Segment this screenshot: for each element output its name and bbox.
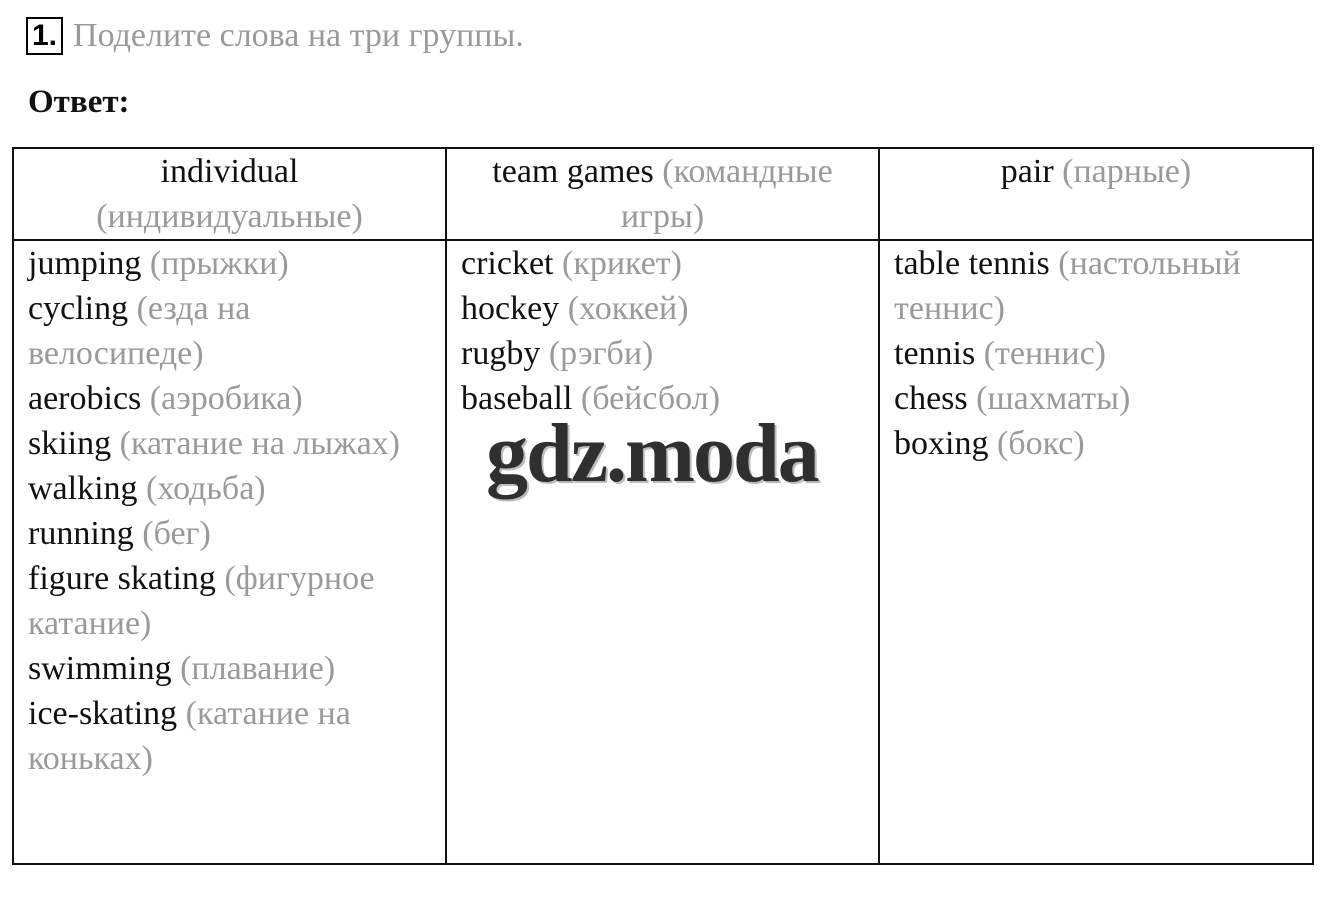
word-ru: (крикет) [562,245,682,282]
word-en: tennis [894,335,976,372]
list-item [28,691,431,781]
list-item [28,646,431,691]
word-en: swimming [28,650,172,687]
word-en: cycling [28,290,129,327]
column-pair [879,240,1313,864]
word-en: table tennis [894,245,1050,282]
header-pair [879,148,1313,240]
list-item [894,331,1298,376]
column-individual [13,240,446,864]
word-en: rugby [461,335,541,372]
list-item [28,511,431,556]
word-en: running [28,515,134,552]
word-en: figure skating [28,560,216,597]
header-en: team games [492,153,654,190]
list-item [461,241,864,286]
word-ru: (бокс) [996,425,1085,462]
word-ru: (езда на велосипеде) [28,290,251,372]
list-item [28,556,431,646]
word-ru: (аэробика) [149,380,303,417]
list-item [461,286,864,331]
word-ru: (бег) [142,515,211,552]
list-item [894,376,1298,421]
table-header-row [13,148,1313,240]
list-item [894,241,1298,331]
word-ru: (рэгби) [548,335,654,372]
word-ru: (теннис) [983,335,1106,372]
word-ru: (хоккей) [567,290,689,327]
list-item [28,376,431,421]
task-text: Поделите слова на три группы. [73,17,524,54]
task-number: 1. [26,17,63,55]
word-ru: (ходьба) [146,470,266,507]
word-ru: (фигурное катание) [28,560,375,642]
word-en: ice-skating [28,695,178,732]
word-ru: (прыжки) [149,245,289,282]
word-ru: (настольный теннис) [894,245,1241,327]
word-ru: (бейсбол) [580,380,721,417]
header-ru: (командные игры) [620,153,833,235]
word-en: chess [894,380,968,417]
word-en: skiing [28,425,112,462]
word-en: hockey [461,290,560,327]
header-en: pair [1000,153,1054,190]
word-ru: (плавание) [180,650,336,687]
header-ru: (парные) [1062,153,1192,190]
word-en: aerobics [28,380,142,417]
word-ru: (катание на коньках) [28,695,351,777]
list-item [894,421,1298,466]
word-en: boxing [894,425,989,462]
word-ru: (катание на лыжах) [119,425,401,462]
list-item [28,241,431,286]
task-heading [26,16,524,56]
word-en: baseball [461,380,573,417]
word-en: jumping [28,245,142,282]
list-item [461,376,864,421]
watermark-logo: gdz.moda [486,407,818,500]
list-item [461,331,864,376]
header-individual [13,148,446,240]
answer-label: Ответ: [28,84,130,120]
list-item [28,466,431,511]
header-ru: (индивидуальные) [96,198,363,235]
list-item [28,421,431,466]
column-team-games [446,240,879,864]
header-team-games [446,148,879,240]
word-groups-table [12,147,1314,865]
list-item [28,286,431,376]
word-en: walking [28,470,138,507]
word-en: cricket [461,245,554,282]
table-body-row [13,240,1313,864]
word-ru: (шахматы) [976,380,1131,417]
header-en: individual [160,153,299,190]
